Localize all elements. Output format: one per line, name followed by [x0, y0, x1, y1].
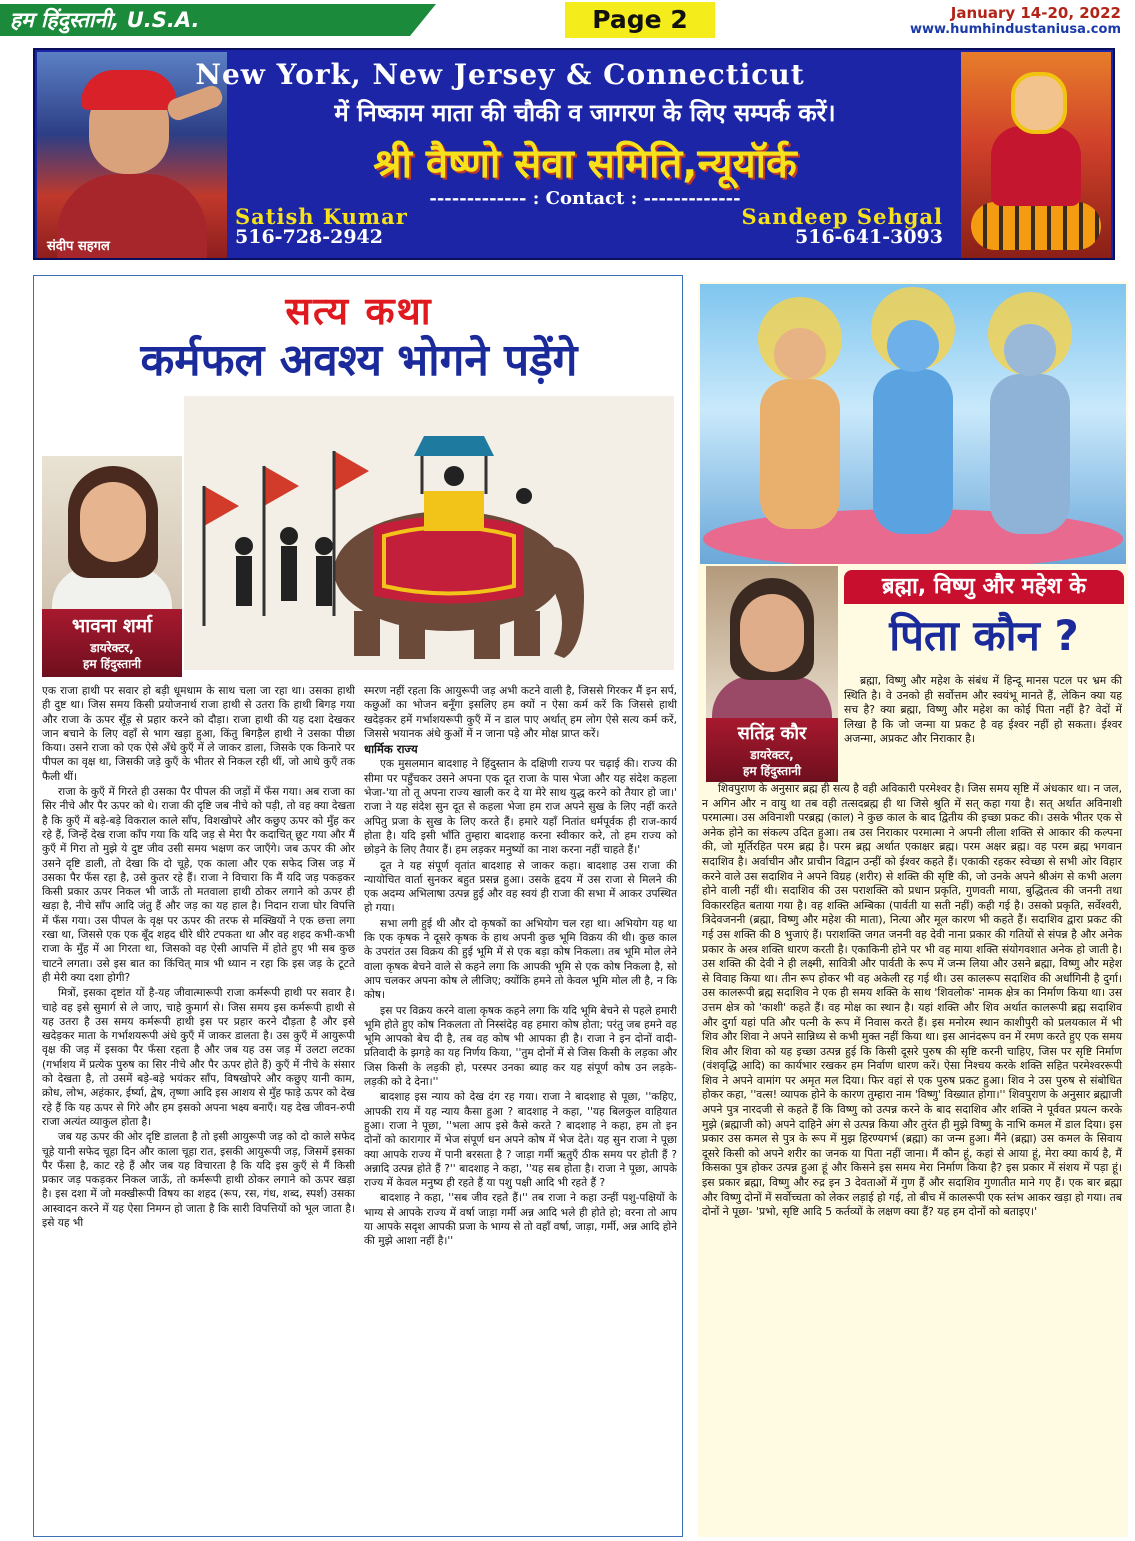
howdah	[424, 491, 484, 531]
author-face-shape	[80, 482, 146, 562]
banner-contact-label: ------------- : Contact : -------------	[429, 188, 741, 209]
brahma-body	[760, 379, 840, 529]
paragraph: स्मरण नहीं रहता कि आयुरूपी जड़ अभी कटने वाली है, जिससे गिरकर मैं इन सर्प, कछुओं का भोजन बनूँगा इसलिए हम क्यों न ऐसा कर्म करें कि जिससे हाथी खदेड़कर हमें गर्भाशयरूपी कुएँ में न डाल पाए अर्थात् हम लोग ऐसे सत्य कर्म करें, जिससे भयानक अंधे कुओं में न जाना पड़े और मोक्ष प्राप्त करें।	[364, 685, 677, 740]
article-headline: पिता कौन ?	[889, 611, 1079, 660]
paragraph: सभा लगी हुई थी और दो कृषकों का अभियोग चल रहा था। अभियोग यह था कि एक कृषक ने दूसरे कृषक के हाथ अपनी कुछ भूमि विक्रय की थी। कुछ काल के उपरांत उस विक्रय की हुई भूमि में से एक बड़ा कोष निकला। तब भूमि मोल लेने वाला कृषक बेचने वाले से कहने लगा कि आपकी भूमि से एक कोष निकला है, सो आप चलकर अपना कोष ले लीजिए; क्योंकि हमने तो केवल भूमि मोल ली है, न कि कोष।	[364, 917, 677, 1002]
article-subhead: धार्मिक राज्य	[364, 742, 418, 757]
marcher-3-head	[315, 537, 333, 555]
brand-name: हम हिंदुस्तानी, U.S.A.	[0, 4, 410, 36]
article-headline: कर्मफल अवश्य भोगने पड़ेंगे	[140, 335, 578, 386]
masthead	[0, 0, 1135, 44]
paragraph: राजा के कुएँ में गिरते ही उसका पैर पीपल की जड़ों में फँस गया। अब राजा का सिर नीचे और पैर ऊपर को थे। राजा की दृष्टि जब नीचे को पड़ी, तो वह क्या देखता है कि कुएँ में बड़े-बड़े विकराल काले साँप, विशखोपरे और कछुए ऊपर को मुँह कर रहे हैं, जिन्हें देख राजा काँप गया कि यदि जड़ से मेरा पैर कदाचित् छूट गया और मैं कुएँ में गिरा तो मुझे ये दुष्ट जीव उसी समय भक्षण कर जाएँगे। जब ऊपर की ओर उसने दृष्टि डाली, तो देखा कि दो चूहे, एक काला और एक सफेद जिस जड़ में उसका पैर फँस रहा है, उसे कुतर रहे हैं। राजा ने विचारा कि मैं यदि जड़ पकड़कर किसी प्रकार ऊपर निकल भी जाऊँ तो मतवाला हाथी ठोकर लगाने को ऊपर ही खड़ा है, नीचे साँप आदि जंतु हैं और जड़ का यह हाल है। निदान राजा घोर विपत्ति में फँस गया। उस पीपल के वृक्ष पर ऊपर की तरफ से मक्खियों ने एक छत्ता लगा रखा था, जिससे एक एक बूँद शहद धीरे धीरे टपकता था और वह शहद कभी-कभी राजा के मुँह में आ गिरता था, जिसको वह ऐसी आपत्ति में होते हुए भी सब कुछ चाटने लगता। उसे इस बात का किंचित् मात्र भी ध्यान न रहा कि इस जड़ के टूटते ही मेरी क्या दशा होगी?	[42, 786, 355, 984]
right-article	[698, 282, 1128, 1537]
marcher-1-body	[236, 556, 252, 606]
tiger-shape	[971, 202, 1101, 250]
contact-phone-1[interactable]: 516-728-2942	[235, 226, 383, 248]
procession-svg	[184, 396, 674, 670]
article-column-2	[364, 684, 677, 1534]
flag-3	[334, 451, 369, 491]
banner-photo-caption: संदीप सहगल	[47, 239, 110, 254]
paragraph: मित्रों, इसका दृष्टांत यों है-यह जीवात्मारूपी राजा कर्मरूपी हाथी पर सवार है। चाहे वह इसे सुमार्ग से ले जाए, चाहे कुमार्ग से। जिस समय इस कर्मरूपी हाथी से यह उतरा है उस समय कर्मरूपी हाथी इस पर प्रहार करने दौड़ता है और इसे खदेड़कर माता के गर्भाशयरूपी अंधे कुएँ में जाकर डालता है। उस कुएँ में आयुरूपी वृक्ष की जड़ में इसका पैर फँसा रहता है और जब यह उस जड़ में उलटा लटका (गर्भाशय में प्रत्येक पुरुष का सिर नीचे और पैर ऊपर होते हैं) कुएँ में नीचे के संसार को देखता है, तो उसमें बड़े-बड़े भयंकर साँप, विषखोपरे और कछुए यानी काम, क्रोध, लोभ, अहंकार, ईर्ष्या, द्वेष, तृष्णा आदि इस आशय से मुँह फाड़े ऊपर को देख रहे हैं कि यह ऊपर से गिरे और हम इसको अपना भक्ष्य बनाएँ। यह देख जीवन-रुपी राजा अत्यंत व्याकुल होता है।	[42, 987, 355, 1128]
paragraph: बादशाह इस न्याय को देख दंग रह गया। राजा ने बादशाह से पूछा, ''कहिए, आपकी राय में यह न्याय कैसा हुआ ? बादशाह ने कहा, ''यह बिलकुल वाहियात हुआ। राजा ने पूछा, ''भला आप इसे कैसे करते ? बादशाह ने कहा, हम तो इन दोनों को कारागार में भेज संपूर्ण धन अपने कोष में भेज देते। यह सुन राजा ने पूछा क्या आपके राज्य में पानी बरसता है ? जाड़ा गर्मी ऋतुएँ ठीक समय पर होती हैं ? अन्नादि उत्पन्न होते हैं ?'' बादशाह ने कहा, ''यह सब होता है। राजा ने पूछा, आपके राज्य में केवल मनुष्य ही रहते हैं या पशु पक्षी आदि भी रहते हैं ?	[364, 1091, 677, 1190]
shiva-head	[1004, 324, 1056, 376]
shiva-body	[990, 374, 1070, 534]
author-name: भावना शर्मा	[71, 615, 153, 637]
contact-name-2: Sandeep Sehgal	[741, 204, 943, 229]
flag-2	[264, 466, 299, 506]
elephant-leg-1	[354, 611, 380, 656]
banner-message: में निष्काम माता की चौकी व जागरण के लिए सम्पर्क करें।	[334, 99, 836, 127]
paragraph: इस पर विक्रय करने वाला कृषक कहने लगा कि यदि भूमि बेचने से पहले हमारी भूमि होते हुए कोष निकलता तो निस्संदेह वह हमारा कोष होता; परंतु जब हमने वह भूमि आपको बेच दी है, तब वह कोष भी आपका ही है। राजा ने इन दोनों वादी-प्रतिवादी के झगड़े का यह निर्णय किया, ''तुम दोनों में से जिस किसी के लड़का और जिस किसी के लड़की हो, परस्पर उनका ब्याह कर यह संपूर्ण कोष उन लड़के-लड़की को दे देना।''	[364, 1004, 677, 1089]
issue-date: January 14-20, 2022	[950, 4, 1121, 22]
left-article	[33, 275, 683, 1537]
author-face-shape	[740, 594, 804, 672]
author-body-shape	[712, 676, 832, 721]
marcher-1-head	[235, 537, 253, 555]
paragraph: दूत ने यह संपूर्ण वृतांत बादशाह से जाकर कहा। बादशाह उस राजा की न्यायोचित वार्ता सुनकर बहुत प्रसन्न हुआ। उसके हृदय में उस राजा से मिलने की एक अदम्य अभिलाषा उत्पन्न हुई और वह स्वयं ही राजा की सभा में आकर उपस्थित हो गया।	[364, 859, 677, 915]
attendant-head	[516, 488, 532, 504]
author-role: डायरेक्टर,	[90, 641, 134, 655]
paragraph: ब्रह्मा, विष्णु और महेश के संबंध में हिन्दू मानस पटल पर भ्रम की स्थिति है। वे उनको ही सर्वोत्तम और स्वयंभू मानते हैं, लेकिन क्या यह सच है? क्या ब्रह्मा, विष्णु और महेश का कोई पिता नहीं है? वेदों में लिखा है कि जो जन्मा या प्रकट है वह ईश्वर नहीं हो सकता। ईश्वर अजन्मा, अप्रकट और निराकार है।	[844, 674, 1122, 746]
article-kicker: ब्रह्मा, विष्णु और महेश के	[844, 570, 1124, 604]
king-head	[444, 466, 464, 486]
paragraph: एक राजा हाथी पर सवार हो बड़ी धूमधाम के साथ चला जा रहा था। उसका हाथी ही दुष्ट था। जिस समय किसी प्रयोजनार्थ राजा हाथी से उतरा कि हाथी बिगड़ गया और राजा के ऊपर सूँड़ से प्रहार करने को दौड़ा। राजा हाथी की यह दशा देखकर जान बचाने के लिए वहाँ से भाग खड़ा हुआ, किंतु बिगड़ैल हाथी ने उसका पीछा किया। उसने राजा को एक ऐसे अँधे कुएँ में ले जाकर डाला, जिसके एक किनारे पर पीपल का वृक्ष था, जिसकी जड़े कुएँ के भीतर से निकल रही थीं, जो आधे कुएँ तक फैली थीं।	[42, 685, 355, 783]
article-kicker: सत्य कथा	[285, 289, 433, 333]
author-org: हम हिंदुस्तानी	[743, 764, 801, 778]
canopy	[414, 436, 494, 456]
marchers	[235, 527, 333, 606]
contact-name-1: Satish Kumar	[235, 204, 408, 229]
deity-image	[700, 284, 1126, 564]
elephant-leg-4	[514, 611, 540, 656]
author-caption	[42, 609, 182, 677]
author-role: डायरेक्टर,	[750, 748, 794, 762]
page-number: Page 2	[565, 2, 715, 38]
goddess-face-shape	[1011, 72, 1067, 134]
paragraph: बादशाह ने कहा, ''सब जीव रहते हैं।'' तब राजा ने कहा उन्हीं पशु-पक्षियों के भाग्य से आपके राज्य में वर्षा जाड़ा गर्मी अन्न आदि भले ही होते हो; वरना तो आप या आपके सदृश आपकी प्रजा के भाग्य से तो वहाँ वर्षा, जाड़ा, गर्मी, अन्न आदि होने की मुझे आशा नहीं है।''	[364, 1192, 677, 1248]
vishnu-body	[873, 369, 953, 534]
elephant-trunk	[544, 546, 584, 658]
elephant-leg-2	[399, 614, 425, 659]
procession-illustration	[184, 396, 674, 670]
banner-regions: New York, New Jersey & Connecticut	[195, 58, 805, 91]
banner-organization: श्री वैष्णो सेवा समिति,न्यूयॉर्क	[373, 141, 797, 187]
brand-tail-shape	[410, 4, 436, 36]
paragraph: जब यह ऊपर की ओर दृष्टि डालता है तो इसी आयुरूपी जड़ को दो काले सफेद चूहे यानी सफेद चूहा दिन और काला चूहा रात, इसकी आयुरूपी जड़, जिसमें इसका पैर फँसा है, काट रहे हैं और जब यह विचारता है कि यदि इस कुएँ से मैं किसी प्रकार जड़ पकड़कर निकल जाऊँ, तो कर्मरूपी हाथी ठोकर लगाने को ऊपर खड़ा है। इस दशा में जो मक्खीरूपी विषय का शहद (रूप, रस, गंध, शब्द, स्पर्श) उसका आस्वादन करने में यह ऐसा निमग्न हो जाता है कि सारी विपत्तियों को भूल जाता है। इसे यह भी	[42, 1131, 355, 1229]
author-org: हम हिंदुस्तानी	[83, 657, 141, 671]
contact-phone-2[interactable]: 516-641-3093	[795, 226, 943, 248]
goddess-body-shape	[991, 126, 1081, 206]
marcher-3-body	[316, 556, 332, 606]
goddess-image	[961, 52, 1111, 258]
author-name: सतिंद्र कौर	[737, 723, 807, 744]
article-body	[702, 782, 1122, 1220]
marcher-2-body	[281, 546, 297, 601]
article-intro	[844, 674, 1122, 747]
paragraph: शिवपुराण के अनुसार ब्रह्म ही सत्य है वही अविकारी परमेश्वर है। जिस समय सृष्टि में अंधकार था। न जल, न अगिन और न वायु था तब वही तत्सदब्रह्म ही था जिसे श्रुति में सत् कहा गया है। सत् अर्थात अविनाशी परमात्मा। उस अविनाशी परब्रह्म (काल) ने कुछ काल के बाद द्वितीय की इच्छा प्रकट की। उसके भीतर एक से अनेक होने का संकल्प उदित हुआ। तब उस निराकार परमात्मा ने अपनी लीला शक्ति से आकार की कल्पना की, जो मूर्तिरहित परम ब्रह्म है। परम ब्रह्म अर्थात एकाक्षर ब्रह्म। परम अक्षर ब्रह्म। वह परम ब्रह्म भगवान सदाशिव है। अर्वाचीन और प्राचीन विद्वान उन्हीं को ईश्वर कहते हैं। एकाकी रहकर स्वेच्छा से सभी ओर विहार करने वाले उस सदाशिव ने अपने विग्रह (शरीर) से शक्ति की सृष्टि की, जो उनके अपने श्रीअंग से कभी अलग होने वाली नहीं थी। सदाशिव की उस पराशक्ति को प्रधान प्रकृति, गुणवती माया, बुद्धितत्व की जननी तथा विकाररहित बताया गया है। वह शक्ति अम्बिका (पार्वती या सती नहीं) कही गई है। उसको प्रकृति, सर्वेश्वरी, त्रिदेवजननी (ब्रह्मा, विष्णु और महेश की माता), नित्या और मूल कारण भी कहते हैं। सदाशिव द्वारा प्रकट की गई उस शक्ति की 8 भुजाएं हैं। पराशक्ति जगत जननी वह देवी नाना प्रकार की गतियों से संपन्न है और अनेक प्रकार के अस्त्र शक्ति धारण करती है। एकाकिनी होने पर भी वह माया शक्ति संयोगवशात अनेक हो जाती है। उस शक्ति की देवी ने ही लक्ष्मी, सावित्री और पार्वती के रूप में जन्म लिया और उसने ब्रह्मा, विष्णु और महेश से विवाह किया था। तीन रूप होकर भी वह अकेली रह गई थी। उस कालरूप सदाशिव की अर्धांगिनी है दुर्गा। उस कालरूपी ब्रह्म सदाशिव ने एक ही समय शक्ति के साथ 'शिवलोक' नामक क्षेत्र का निर्माण किया था। उस उत्तम क्षेत्र को 'काशी' कहते हैं। वह मोक्ष का स्थान है। यहां शक्ति और शिव अर्थात कालरूपी ब्रह्म सदाशिव और दुर्गा यहां पति और पत्नी के रूप में निवास करते हैं। इस मनोरम स्थान काशीपुरी को प्रलयकाल में भी शिव और शिवा ने अपने सान्निध्य से कभी मुक्त नहीं किया था। इस आनंदरूप वन में रमण करते हुए एक समय शिव और शिवा को यह इच्छा उत्पन्न हुई कि किसी दूसरे पुरुष की सृष्टि करनी चाहिए, जिस पर सृष्टि निर्माण (वंशवृद्धि आदि) का कार्यभार रखकर हम निर्वाण धारण करें। ऐसा निश्चय करके शक्ति सहित परमेश्वररूपी शिव ने अपने वामांग पर अमृत मल दिया। फिर वहां से एक पुरुष प्रकट हुआ। शिव ने उस पुरुष से संबोधित होकर कहा, ''वत्स! व्यापक होने के कारण तुम्हारा नाम 'विष्णु' विख्यात होगा।'' शिवपुराण के अनुसार ब्रह्माजी अपने पुत्र नारदजी से कहते हैं कि विष्णु को उत्पन्न करने के बाद सदाशिव और शक्ति ने पूर्ववत प्रयत्न करके मुझे (ब्रह्माजी को) अपने दाहिने अंग से उत्पन्न किया और तुरंत ही मुझे विष्णु के नाभि कमल में डाल दिया। इस प्रकार उस कमल से पुत्र के रूप में मुझ हिरण्यगर्भ (ब्रह्मा) का जन्म हुआ। मैंने (ब्रह्मा) उस कमल के सिवाय दूसरे किसी को अपने शरीर का जनक या पिता नहीं जाना। मैं कौन हूं, कहां से आया हूं, मेरा क्या कार्य है, मैं किसका पुत्र होकर उत्पन्न हुआ हूं और किसने इस समय मेरा निर्माण किया है? इस प्रकार में संशय में पड़ा हूं। इस प्रकार ब्रह्मा, विष्णु और रुद्र इन 3 देवताओं में गुण हैं और सदाशिव गुणातीत माने गए हैं। एक बार ब्रह्मा और विष्णु दोनों में सर्वोच्चता को लेकर लड़ाई हो गई, तो बीच में कालरूपी एक स्तंभ आकर खड़ा हो गया। तब दोनों ने पूछा- 'प्रभो, सृष्टि आदि 5 कर्तव्यों के लक्षण क्या हैं? यह हम दोनों को बताइए।'	[702, 782, 1122, 1219]
website-link[interactable]: www.humhindustaniusa.com	[909, 22, 1121, 37]
paragraph: एक मुसलमान बादशाह ने हिंदुस्तान के दक्षिणी राज्य पर चढ़ाई की। राज्य की सीमा पर पहुँचकर उसने अपना एक दूत राजा के पास भेजा और यह संदेश कहला भेजा-'या तो तू अपना राज्य खाली कर दे या मेरे साथ युद्ध करने को तैयार हो जा।' राजा ने यह संदेश सुन दूत से कहला भेजा हम राज अपने सुख के लिए नहीं करते अपितु प्रजा के सुख के लिए करते हैं। हमारे यहाँ नितांत धर्मपूर्वक ही राज-कार्य होता है। यदि इसी भाँति तुम्हारा बादशाह करना स्वीकार करे, तो हम राज्य को छोड़ने के लिए तैयार हैं। हम लड़कर मनुष्यों का नाश करना नहीं चाहते हैं।'	[364, 758, 677, 857]
elephant-leg-3	[474, 614, 500, 659]
article-column-1	[42, 684, 355, 1534]
author-caption	[706, 718, 838, 782]
brahma-head	[774, 328, 826, 380]
author-photo	[706, 566, 838, 721]
flag-1	[204, 486, 239, 526]
deity-svg	[700, 284, 1126, 564]
banner-ad	[33, 48, 1115, 260]
marcher-2-head	[280, 527, 298, 545]
vishnu-head	[887, 320, 939, 372]
